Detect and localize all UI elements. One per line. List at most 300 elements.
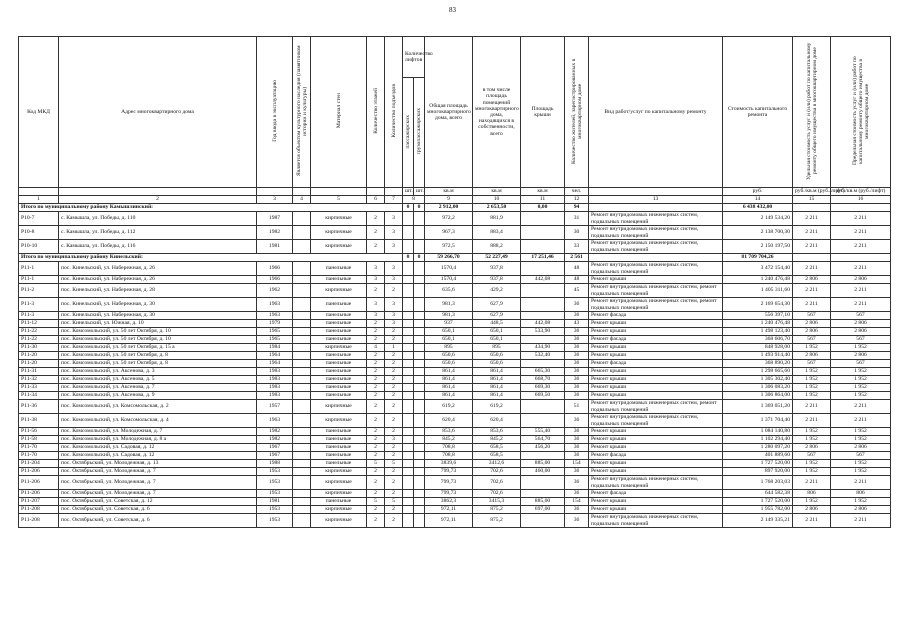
row-heritage <box>293 328 311 336</box>
row-roof-area: 460,00 <box>521 468 565 476</box>
row-year: 1988 <box>257 460 293 468</box>
row-floors: 2 <box>367 414 385 428</box>
row-year: 1965 <box>257 336 293 344</box>
row-floors: 2 <box>367 240 385 254</box>
row-unit-cost: 806 <box>793 490 831 498</box>
unit-cell: руб. <box>723 188 793 196</box>
row-heritage <box>293 284 311 298</box>
row-material: панельные <box>311 376 367 384</box>
row-material: панельные <box>311 368 367 376</box>
header-entrances: Количество подъездов <box>385 37 403 188</box>
row-residents: 36 <box>565 444 589 452</box>
row-heritage <box>293 226 311 240</box>
row-address: пос. Комсомольский, ул. Садовая, д. 12 <box>59 444 257 452</box>
row-residents: 154 <box>565 498 589 506</box>
unit-cell: кв.м <box>473 188 521 196</box>
row-year: 1963 <box>257 312 293 320</box>
unit-cell <box>311 188 367 196</box>
row-code: Р11-70 <box>19 444 59 452</box>
row-unit-cost: 2 211 <box>793 240 831 254</box>
row-max-cost: 2 211 <box>831 298 891 312</box>
row-material: кирпичные <box>311 240 367 254</box>
total-residents: 2 561 <box>565 254 589 262</box>
row-passenger-lifts <box>403 468 414 476</box>
row-heritage <box>293 428 311 436</box>
row-cost: 1 084 140,80 <box>723 428 793 436</box>
column-number-cell: 1 <box>19 196 59 204</box>
row-unit-cost: 1 952 <box>793 436 831 444</box>
row-work: Ремонт внутридомовых инженерных систем, подвальных помещений <box>589 212 723 226</box>
row-cargo-lifts <box>414 428 425 436</box>
header-material: Материал стен <box>311 37 367 188</box>
row-roof-area <box>521 476 565 490</box>
row-residents: 36 <box>565 468 589 476</box>
unit-cell <box>59 188 257 196</box>
row-code: Р11-12 <box>19 320 59 328</box>
table-row <box>19 444 891 452</box>
column-number-cell: 16 <box>831 196 891 204</box>
row-max-cost: 1 952 <box>831 428 891 436</box>
row-owned-area: 883,4 <box>473 226 521 240</box>
row-heritage <box>293 514 311 528</box>
row-year: 1984 <box>257 344 293 352</box>
district-total-row <box>19 204 891 212</box>
row-residents: 48 <box>565 276 589 284</box>
row-code: Р11-206 <box>19 468 59 476</box>
row-residents: 36 <box>565 328 589 336</box>
row-work: Ремонт крыши <box>589 392 723 400</box>
row-material: кирпичные <box>311 226 367 240</box>
row-cost: 848 928,00 <box>723 344 793 352</box>
row-address: пос. Комсомольский, ул. 50 лет Октября, д. 8 <box>59 352 257 360</box>
row-cost: 1 306 864,00 <box>723 392 793 400</box>
row-residents: 36 <box>565 436 589 444</box>
row-floors: 2 <box>367 444 385 452</box>
row-residents: 36 <box>565 384 589 392</box>
row-address: пос. Комсомольский, ул. Аксенова, д. 7 <box>59 384 257 392</box>
row-unit-cost: 567 <box>793 452 831 460</box>
row-passenger-lifts <box>403 368 414 376</box>
total-max-cost <box>831 204 891 212</box>
row-address: с. Камышла, ул. Победы, д. 116 <box>59 240 257 254</box>
row-code: Р11-20 <box>19 360 59 368</box>
row-max-cost: 2 806 <box>831 328 891 336</box>
row-roof-area: 885,00 <box>521 460 565 468</box>
row-owned-area: 658,5 <box>473 444 521 452</box>
row-heritage <box>293 400 311 414</box>
row-cargo-lifts <box>414 328 425 336</box>
total-unit-cost <box>793 204 831 212</box>
row-floors: 3 <box>367 298 385 312</box>
row-floors: 2 <box>367 226 385 240</box>
row-total-area: 845,2 <box>425 436 473 444</box>
row-max-cost: 1 952 <box>831 392 891 400</box>
row-roof-area: 456,20 <box>521 444 565 452</box>
row-heritage <box>293 262 311 276</box>
row-owned-area: 702,6 <box>473 468 521 476</box>
row-roof-area: 434,90 <box>521 344 565 352</box>
row-roof-area: 564,70 <box>521 436 565 444</box>
row-total-area: 981,3 <box>425 298 473 312</box>
row-owned-area: 875,2 <box>473 506 521 514</box>
row-floors: 2 <box>367 368 385 376</box>
table-row <box>19 312 891 320</box>
row-residents: 33 <box>565 240 589 254</box>
row-cost: 1 371 704,40 <box>723 414 793 428</box>
row-work: Ремонт крыши <box>589 498 723 506</box>
total-cost: 6 438 432,00 <box>723 204 793 212</box>
row-residents: 31 <box>565 212 589 226</box>
row-material: кирпичные <box>311 514 367 528</box>
row-residents: 36 <box>565 344 589 352</box>
row-material: панельные <box>311 460 367 468</box>
row-roof-area <box>521 284 565 298</box>
row-entrances: 2 <box>385 468 403 476</box>
row-code: Р11-20 <box>19 352 59 360</box>
row-unit-cost: 2 806 <box>793 352 831 360</box>
row-heritage <box>293 468 311 476</box>
row-passenger-lifts <box>403 376 414 384</box>
row-owned-area: 888,2 <box>473 240 521 254</box>
row-cost: 1 498 123,40 <box>723 328 793 336</box>
row-heritage <box>293 490 311 498</box>
row-owned-area: 861,4 <box>473 376 521 384</box>
row-total-area: 937 <box>425 320 473 328</box>
row-material: кирпичные <box>311 344 367 352</box>
row-total-area: 708,8 <box>425 444 473 452</box>
row-material: кирпичные <box>311 414 367 428</box>
column-number-cell: 5 <box>311 196 367 204</box>
table-row <box>19 436 891 444</box>
row-code: Р10-7 <box>19 212 59 226</box>
row-work: Ремонт внутридомовых инженерных систем, подвальных помещений <box>589 226 723 240</box>
row-work: Ремонт внутридомовых инженерных систем, подвальных помещений <box>589 514 723 528</box>
row-heritage <box>293 336 311 344</box>
unit-cell: шт. <box>414 188 425 196</box>
row-year: 1987 <box>257 212 293 226</box>
row-total-area: 650,6 <box>425 360 473 368</box>
row-heritage <box>293 444 311 452</box>
row-cost: 556 397,10 <box>723 312 793 320</box>
row-unit-cost: 2 211 <box>793 476 831 490</box>
row-total-area: 895 <box>425 344 473 352</box>
column-number-cell: 4 <box>293 196 311 204</box>
row-material: панельные <box>311 384 367 392</box>
row-max-cost: 2 211 <box>831 284 891 298</box>
row-floors: 2 <box>367 490 385 498</box>
row-material: панельные <box>311 320 367 328</box>
row-residents: 36 <box>565 352 589 360</box>
row-passenger-lifts <box>403 476 414 490</box>
row-roof-area: 669,50 <box>521 392 565 400</box>
total-work <box>589 254 723 262</box>
row-work: Ремонт фасада <box>589 490 723 498</box>
row-residents: 51 <box>565 400 589 414</box>
column-numbers-row <box>19 196 891 204</box>
row-roof-area <box>521 400 565 414</box>
row-work: Ремонт крыши <box>589 444 723 452</box>
row-passenger-lifts <box>403 336 414 344</box>
row-address: пос. Комсомольский, ул. Садовая, д. 12 <box>59 452 257 460</box>
row-owned-area: 861,4 <box>473 368 521 376</box>
row-material: панельные <box>311 298 367 312</box>
row-cargo-lifts <box>414 460 425 468</box>
table-row <box>19 284 891 298</box>
row-total-area: 799,73 <box>425 476 473 490</box>
row-address: пос. Комсомольский, ул. 50 лет Октября, д. 10 <box>59 328 257 336</box>
row-cargo-lifts <box>414 514 425 528</box>
header-max-cost: Предельная стоимость услуг и (или) работ по капитальному ремонту общего имущества в многоквартирном доме <box>831 37 891 188</box>
row-work: Ремонт внутридомовых инженерных систем, ремонт подвальных помещений <box>589 400 723 414</box>
row-heritage <box>293 320 311 328</box>
row-passenger-lifts <box>403 384 414 392</box>
row-heritage <box>293 240 311 254</box>
row-total-area: 650,6 <box>425 352 473 360</box>
row-residents: 36 <box>565 490 589 498</box>
row-owned-area: 650,1 <box>473 328 521 336</box>
row-owned-area: 702,6 <box>473 490 521 498</box>
row-total-area: 972,5 <box>425 240 473 254</box>
row-passenger-lifts <box>403 344 414 352</box>
row-entrances: 3 <box>385 212 403 226</box>
row-max-cost: 2 806 <box>831 320 891 328</box>
row-work: Ремонт крыши <box>589 344 723 352</box>
row-residents: 36 <box>565 312 589 320</box>
row-unit-cost: 2 806 <box>793 328 831 336</box>
row-max-cost: 1 952 <box>831 384 891 392</box>
table-row <box>19 212 891 226</box>
row-cost: 1 240 476,48 <box>723 276 793 284</box>
row-entrances: 2 <box>385 328 403 336</box>
row-residents: 36 <box>565 298 589 312</box>
row-cargo-lifts <box>414 444 425 452</box>
row-passenger-lifts <box>403 212 414 226</box>
row-max-cost: 2 806 <box>831 352 891 360</box>
column-number-cell: 7 <box>385 196 403 204</box>
row-cost: 2 169 654,30 <box>723 298 793 312</box>
row-entrances: 3 <box>385 320 403 328</box>
row-roof-area: 669,30 <box>521 384 565 392</box>
row-code: Р11-70 <box>19 452 59 460</box>
table-row <box>19 320 891 328</box>
row-work: Ремонт крыши <box>589 436 723 444</box>
row-cost: 1 280 097,20 <box>723 444 793 452</box>
row-max-cost: 2 806 <box>831 444 891 452</box>
row-cost: 1 405 311,60 <box>723 284 793 298</box>
unit-cell: руб./кв.м (руб./лифт) <box>831 188 891 196</box>
header-heritage: Является объектом культурного наследия (памятником истории и культуры) <box>293 37 311 188</box>
row-entrances: 3 <box>385 240 403 254</box>
row-cargo-lifts <box>414 468 425 476</box>
row-cost: 3 472 154,40 <box>723 262 793 276</box>
row-total-area: 861,4 <box>425 368 473 376</box>
table-row <box>19 490 891 498</box>
row-cargo-lifts <box>414 360 425 368</box>
row-year: 1953 <box>257 476 293 490</box>
row-work: Ремонт крыши <box>589 460 723 468</box>
row-heritage <box>293 384 311 392</box>
row-passenger-lifts <box>403 490 414 498</box>
row-address: пос. Кинельский, ул. Набережная, д. 26 <box>59 262 257 276</box>
header-row <box>19 37 891 78</box>
row-total-area: 620,4 <box>425 414 473 428</box>
row-entrances: 2 <box>385 490 403 498</box>
row-address: пос. Комсомольский, ул. Аксенова, д. 3 <box>59 368 257 376</box>
column-number-cell: 6 <box>367 196 385 204</box>
row-unit-cost: 1 952 <box>793 428 831 436</box>
row-residents: 36 <box>565 428 589 436</box>
row-roof-area <box>521 414 565 428</box>
row-heritage <box>293 212 311 226</box>
row-floors: 2 <box>367 360 385 368</box>
row-year: 1983 <box>257 368 293 376</box>
row-address: пос. Кинельский, ул. Набережная, д. 30 <box>59 312 257 320</box>
row-owned-area: 881,9 <box>473 212 521 226</box>
row-roof-area: 442,08 <box>521 320 565 328</box>
row-passenger-lifts <box>403 506 414 514</box>
column-number-cell: 14 <box>723 196 793 204</box>
row-floors: 2 <box>367 514 385 528</box>
row-heritage <box>293 298 311 312</box>
row-entrances: 2 <box>385 284 403 298</box>
row-max-cost: 1 952 <box>831 436 891 444</box>
row-owned-area: 619,2 <box>473 400 521 414</box>
row-entrances: 3 <box>385 298 403 312</box>
row-owned-area: 3412,6 <box>473 460 521 468</box>
row-code: Р11-206 <box>19 476 59 490</box>
row-year: 1983 <box>257 384 293 392</box>
row-owned-area: 875,2 <box>473 514 521 528</box>
row-entrances: 3 <box>385 276 403 284</box>
row-unit-cost: 2 211 <box>793 400 831 414</box>
row-code: Р11-1 <box>19 276 59 284</box>
row-floors: 2 <box>367 428 385 436</box>
row-unit-cost: 2 806 <box>793 276 831 284</box>
row-floors: 2 <box>367 436 385 444</box>
row-roof-area: 555,40 <box>521 428 565 436</box>
row-cargo-lifts <box>414 226 425 240</box>
row-material: панельные <box>311 444 367 452</box>
row-address: пос. Комсомольский, ул. Молодежная, д. 7 <box>59 428 257 436</box>
row-roof-area <box>521 298 565 312</box>
row-unit-cost: 567 <box>793 360 831 368</box>
row-material: кирпичные <box>311 490 367 498</box>
row-code: Р11-31 <box>19 368 59 376</box>
row-year: 1981 <box>257 240 293 254</box>
row-address: пос. Октябрьский, ул. Молодежная, д. 13 <box>59 460 257 468</box>
row-max-cost: 2 211 <box>831 400 891 414</box>
row-passenger-lifts <box>403 460 414 468</box>
row-address: пос. Комсомольский, ул. 50 лет Октября, д. 10 <box>59 336 257 344</box>
row-max-cost: 2 211 <box>831 226 891 240</box>
unit-cell <box>385 188 403 196</box>
row-cost: 1 768 203,03 <box>723 476 793 490</box>
row-total-area: 972,11 <box>425 514 473 528</box>
row-code: Р11-56 <box>19 428 59 436</box>
row-passenger-lifts <box>403 444 414 452</box>
row-code: Р11-32 <box>19 376 59 384</box>
row-roof-area: 697,00 <box>521 506 565 514</box>
row-floors: 2 <box>367 284 385 298</box>
row-unit-cost: 1 952 <box>793 460 831 468</box>
row-roof-area <box>521 452 565 460</box>
row-unit-cost: 1 952 <box>793 468 831 476</box>
row-year: 1983 <box>257 376 293 384</box>
row-roof-area <box>521 226 565 240</box>
row-owned-area: 658,5 <box>473 452 521 460</box>
row-heritage <box>293 312 311 320</box>
table-row <box>19 360 891 368</box>
row-cost: 1 727 520,00 <box>723 460 793 468</box>
row-cargo-lifts <box>414 414 425 428</box>
row-material: кирпичные <box>311 468 367 476</box>
row-cargo-lifts <box>414 336 425 344</box>
row-address: пос. Октябрьский, ул. Молодежная, д. 7 <box>59 476 257 490</box>
row-residents: 45 <box>565 284 589 298</box>
row-unit-cost: 2 211 <box>793 514 831 528</box>
column-number-cell: 13 <box>589 196 723 204</box>
row-max-cost: 2 211 <box>831 414 891 428</box>
unit-cell: кв.м <box>521 188 565 196</box>
row-cargo-lifts <box>414 436 425 444</box>
row-year: 1983 <box>257 392 293 400</box>
table-row <box>19 476 891 490</box>
row-residents: 36 <box>565 336 589 344</box>
row-passenger-lifts <box>403 436 414 444</box>
row-work: Ремонт крыши <box>589 506 723 514</box>
row-owned-area: 627,9 <box>473 312 521 320</box>
page-number: 83 <box>449 6 456 14</box>
unit-cell: руб./кв.м (руб./лифт) <box>793 188 831 196</box>
row-residents: 36 <box>565 376 589 384</box>
row-address: пос. Октябрьский, ул. Советская, д. 6 <box>59 514 257 528</box>
total-label: Итого по муниципальному району Камышлинский: <box>19 204 403 212</box>
row-entrances: 2 <box>385 400 403 414</box>
row-total-area: 1570,4 <box>425 262 473 276</box>
row-max-cost: 2 211 <box>831 514 891 528</box>
row-material: панельные <box>311 352 367 360</box>
row-cargo-lifts <box>414 212 425 226</box>
row-year: 1979 <box>257 320 293 328</box>
row-heritage <box>293 360 311 368</box>
row-year: 1953 <box>257 514 293 528</box>
row-unit-cost: 2 211 <box>793 414 831 428</box>
row-material: панельные <box>311 436 367 444</box>
row-entrances: 3 <box>385 226 403 240</box>
row-unit-cost: 567 <box>793 312 831 320</box>
row-code: Р11-1 <box>19 262 59 276</box>
row-work: Ремонт внутридомовых инженерных систем, подвальных помещений <box>589 476 723 490</box>
row-passenger-lifts <box>403 498 414 506</box>
row-total-area: 635,6 <box>425 284 473 298</box>
row-address: с. Камышла, ул. Победы, д. 110 <box>59 212 257 226</box>
row-passenger-lifts <box>403 262 414 276</box>
column-number-cell: 2 <box>59 196 257 204</box>
header-roof-area: Площадь крыши <box>521 37 565 188</box>
row-code: Р11-33 <box>19 384 59 392</box>
row-unit-cost: 1 952 <box>793 376 831 384</box>
table-row <box>19 328 891 336</box>
row-address: пос. Комсомольский, ул. Аксенова, д. 5 <box>59 376 257 384</box>
row-year: 1964 <box>257 360 293 368</box>
row-cargo-lifts <box>414 490 425 498</box>
row-address: пос. Комсомольский, ул. Комсомольская, д. 2 <box>59 400 257 414</box>
table-row <box>19 428 891 436</box>
row-cost: 1 240 476,48 <box>723 320 793 328</box>
row-cargo-lifts <box>414 276 425 284</box>
row-cost: 368 606,70 <box>723 336 793 344</box>
header-unit-cost: Удельная стоимость услуг и (или) работ по капитальному ремонту общего имущества в многоквартирном доме <box>793 37 831 188</box>
